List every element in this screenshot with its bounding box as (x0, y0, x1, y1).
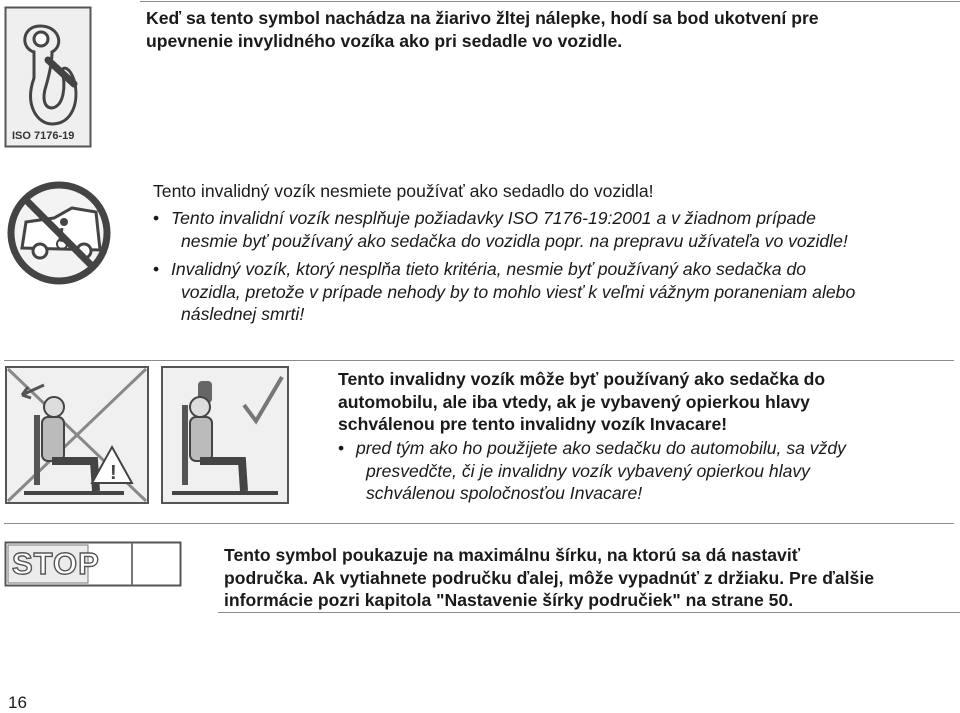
section2-text (153, 180, 953, 203)
section4-line2: područka. Ak vytiahnete područku ďalej, môže vypadnúť z držiaku. Pre ďalšie (224, 567, 875, 588)
bullet-dot: • (338, 438, 345, 458)
section3-line2: automobilu, ale iba vtedy, ak je vybavený opierkou hlavy (338, 391, 810, 412)
hook-anchor-icon (4, 6, 92, 148)
wheelchair-with-headrest-check-icon (160, 365, 290, 505)
section3-bullet (338, 437, 948, 505)
bullet1-line2: nesmie byť používaný ako sedačka do vozidla popr. na prepravu užívateľa vo vozidle! (181, 230, 848, 251)
section2-bullet2 (153, 258, 953, 326)
section4-line3: informácie pozri kapitola "Nastavenie šírky područiek" na strane 50. (224, 590, 794, 610)
section1-text (146, 7, 946, 52)
section3-bullet-line2: presvedčte, či je invalidny vozík vybavený opierkou hlavy (366, 460, 810, 481)
bullet1-line1: Tento invalidní vozík nesplňuje požiadavky ISO 7176-19:2001 a v žiadnom prípade (171, 208, 816, 228)
divider-top (140, 1, 960, 2)
section3-bullet-line1: pred tým ako ho použijete ako sedačku do automobilu, sa vždy (356, 438, 846, 458)
bullet-dot: • (153, 208, 160, 228)
divider-section3 (4, 360, 954, 361)
section1-line2: upevnenie invylidného vozíka ako pri sedadle vo vozidle. (146, 30, 623, 51)
divider-bottom (218, 612, 960, 613)
section4-text (224, 544, 960, 612)
svg-text:!: ! (110, 462, 117, 484)
bullet2-line3: následnej smrti! (181, 304, 305, 324)
section2-heading: Tento invalidný vozík nesmiete používať ako sedadlo do vozidla! (153, 181, 654, 201)
bullet2-line2: vozidla, pretože v prípade nehody by to mohlo viesť k veľmi vážnym poraneniam alebo (181, 281, 856, 302)
section3-line3: schválenou pre tento invalidny vozík Invacare! (338, 414, 728, 434)
section3-text (338, 368, 948, 436)
section3-bullet-line3: schválenou spoločnosťou Invacare! (366, 483, 643, 503)
section1-line1: Keď sa tento symbol nachádza na žiarivo žltej nálepke, hodí sa bod ukotvení pre (146, 8, 819, 28)
stop-sign-icon (4, 541, 182, 587)
page-number: 16 (8, 693, 27, 712)
section3-line1: Tento invalidny vozík môže byť používaný ako sedačka do (338, 369, 826, 389)
bullet-dot: • (153, 259, 160, 279)
stop-label: STOP (12, 546, 100, 581)
bullet2-line1: Invalidný vozík, ktorý nesplňa tieto kritéria, nesmie byť používaný ako sedačka do (171, 259, 807, 279)
divider-section4 (4, 523, 954, 524)
no-wheelchair-in-vehicle-icon (4, 178, 114, 288)
section2-bullet1 (153, 207, 953, 252)
iso-caption: ISO 7176-19 (12, 130, 75, 142)
section4-line1: Tento symbol poukazuje na maximálnu šírku, na ktorú sa dá nastaviť (224, 545, 801, 565)
wheelchair-without-headrest-warning-icon (4, 365, 150, 505)
